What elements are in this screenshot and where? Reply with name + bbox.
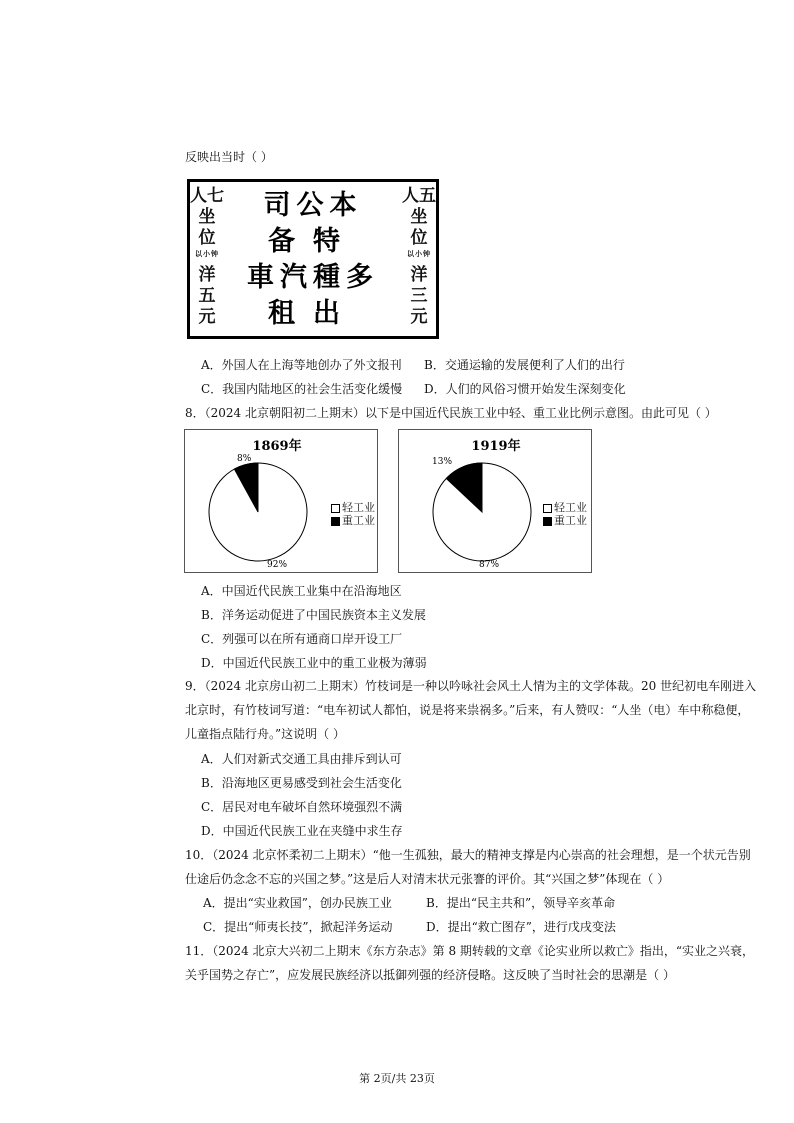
- q9-option-c[interactable]: C．居民对电车破坏自然环境强烈不满: [201, 800, 403, 814]
- q10-option-b[interactable]: B．提出“民主共和”，领导辛亥革命: [426, 896, 616, 910]
- ad-main-text: 司公本 备特 車汽種多 租出: [247, 190, 379, 329]
- question-stem-fragment: 反映出当时（ ）: [185, 150, 273, 164]
- legend-light-1869: 轻工业: [331, 501, 375, 515]
- q9-stem-line-2: 北京时，有竹枝词写道：“电车初试人都怕，说是将来祟祸多。”后来，有人赞叹：“人坐（电）车中称稳便，: [185, 703, 750, 717]
- q9-option-d[interactable]: D．中国近代民族工业在夹缝中求生存: [201, 824, 403, 838]
- legend-light-1919: 轻工业: [543, 501, 587, 515]
- q10-option-c[interactable]: C．提出“师夷长技”，掀起洋务运动: [203, 920, 393, 934]
- pie-slices-1869: [209, 463, 307, 561]
- q11-stem-line-1: 11．（2024 北京大兴初二上期末《东方杂志》第 8 期转载的文章《论实业所以救亡》指出，“实业之兴衰，: [185, 944, 755, 958]
- pie-label-heavy-1919: 13%: [432, 457, 453, 467]
- q9-stem-line-1: 9．（2024 北京房山初二上期末）竹枝词是一种以吟咏社会风土人情为主的文学体裁。20 世纪初电车刚进入: [185, 679, 757, 693]
- q9-stem-line-3: 儿童指点陆行舟。”这说明（ ）: [185, 727, 345, 741]
- q8-option-d[interactable]: D．中国近代民族工业中的重工业极为薄弱: [201, 656, 427, 670]
- q10-stem-line-2: 仕途后仍念念不忘的兴国之梦。”这是后人对清末状元张謇的评价。其“兴国之梦”体现在（ ）: [185, 872, 670, 886]
- q7-option-b[interactable]: B．交通运输的发展便利了人们的出行: [424, 358, 625, 372]
- q8-option-c[interactable]: C．列强可以在所有通商口岸开设工厂: [201, 632, 403, 646]
- pie-label-light-1919: 87%: [479, 560, 500, 570]
- page-number: 第 2页/共 23页: [359, 1072, 435, 1085]
- q8-option-b[interactable]: B．洋务运动促进了中国民族资本主义发展: [201, 608, 426, 622]
- pie-label-heavy-1869: 8%: [237, 454, 252, 464]
- pie-title-1869: 1869年: [252, 439, 302, 454]
- q7-option-d[interactable]: D．人们的风俗习惯开始发生深刻变化: [424, 382, 626, 396]
- taxi-advertisement-image: [187, 179, 439, 339]
- q8-stem: 8．（2024 北京朝阳初二上期末）以下是中国近代民族工业中轻、重工业比例示意图。由此可见（ ）: [185, 406, 717, 420]
- q8-option-a[interactable]: A．中国近代民族工业集中在沿海地区: [201, 584, 402, 598]
- ad-right-column: 人 五 坐 位 以小钟 洋 三 元: [402, 186, 436, 327]
- q9-option-b[interactable]: B．沿海地区更易感受到社会生活变化: [201, 776, 402, 790]
- ad-left-column: 人 七 坐 位 以小钟 洋 五 元: [190, 186, 224, 327]
- q10-option-d[interactable]: D．提出“救亡图存”，进行戊戌变法: [426, 920, 616, 934]
- q7-option-c[interactable]: C．我国内陆地区的社会生活变化缓慢: [201, 382, 403, 396]
- pie-label-light-1869: 92%: [267, 560, 288, 570]
- pie-panel-1919: [398, 429, 592, 573]
- legend-heavy-1919: 重工业: [543, 514, 587, 528]
- q10-option-a[interactable]: A．提出“实业救国”，创办民族工业: [203, 896, 392, 910]
- q11-stem-line-2: 关乎国势之存亡”，应发展民族经济以抵御列强的经济侵略。这反映了当时社会的思潮是（ ）: [185, 968, 675, 982]
- pie-title-1919: 1919年: [471, 439, 521, 454]
- pie-slices-1919: [433, 463, 531, 561]
- q9-option-a[interactable]: A．人们对新式交通工具由排斥到认可: [201, 752, 402, 766]
- legend-heavy-1869: 重工业: [331, 514, 375, 528]
- q7-option-a[interactable]: A．外国人在上海等地创办了外文报刊: [201, 358, 402, 372]
- q10-stem-line-1: 10．（2024 北京怀柔初二上期末）“他一生孤独，最大的精神支撑是内心崇高的社会理想，是一个状元告别: [185, 848, 751, 862]
- pie-panel-1869: [184, 429, 378, 573]
